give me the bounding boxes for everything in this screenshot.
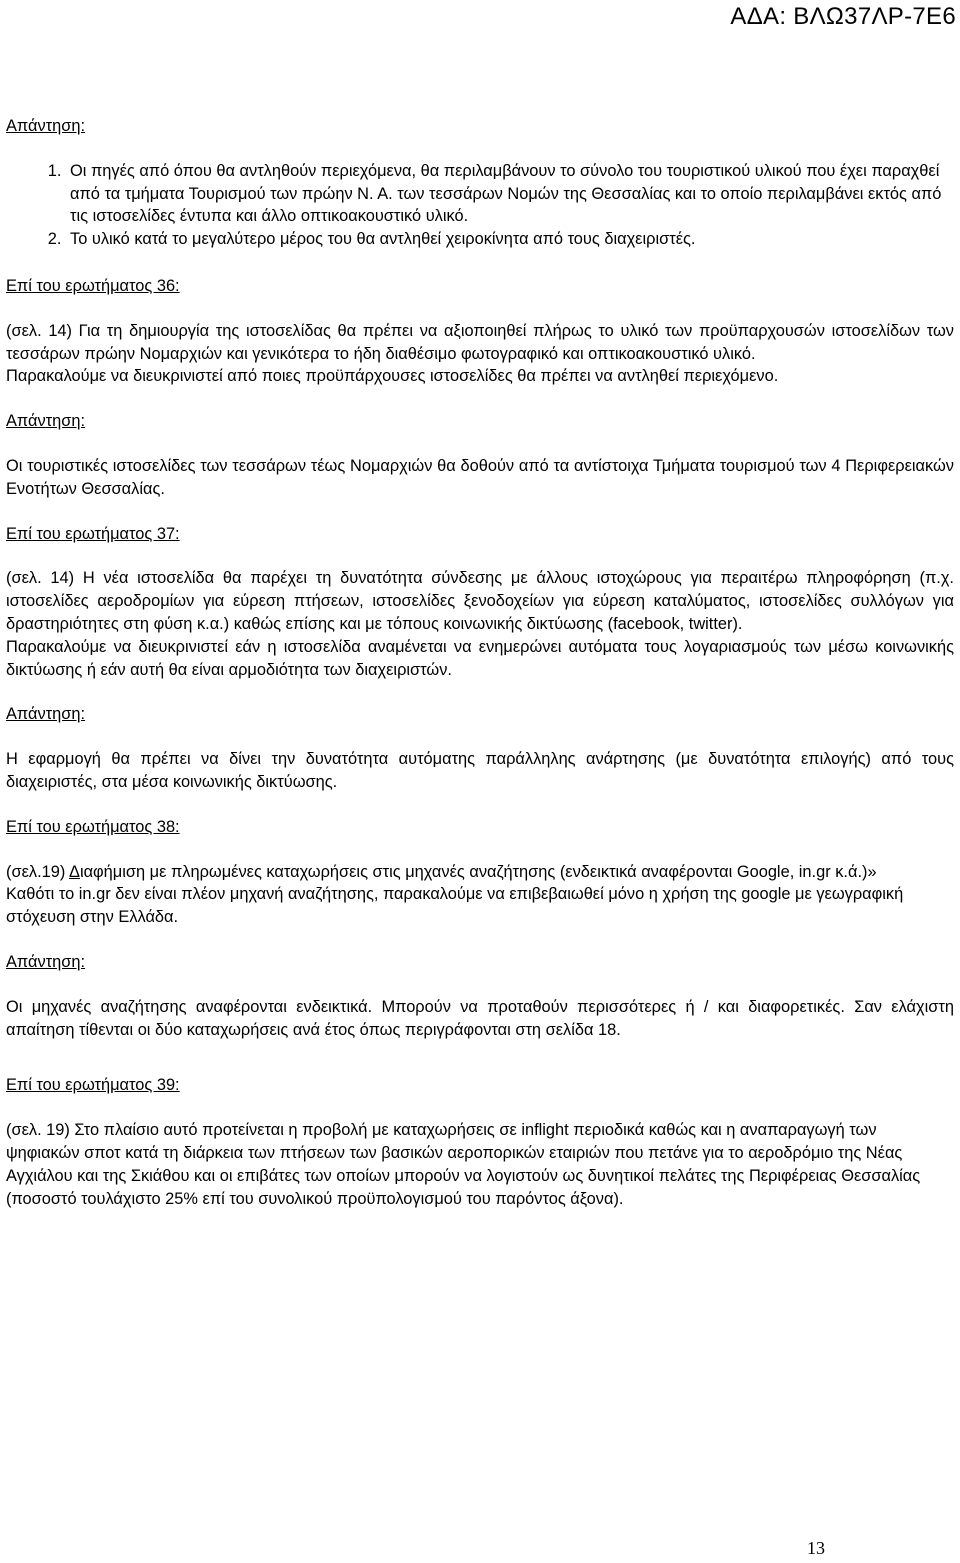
list-item: 2. Το υλικό κατά το μεγαλύτερο μέρος του θα αντληθεί χειροκίνητα από τους διαχειριστές. [66,228,954,251]
clarification-request: Παρακαλούμε να διευκρινιστεί εάν η ιστοσελίδα αναμένεται να ενημερώνει αυτόματα τους λογαριασμούς των μέσω κοινωνικής δικτύωσης ή εάν αυτή θα είναι αρμοδιότητα των διαχειριστών. [6,637,954,679]
answer-text: Οι μηχανές αναζήτησης αναφέρονται ενδεικτικά. Μπορούν να προταθούν περισσότερες ή / και διαφορετικές. Σαν ελάχιστη απαίτηση τίθενται οι δύο καταχωρήσεις ανά έτος όπως περιγράφονται στη σελίδα 18. [6,997,954,1039]
answer-list [6,160,954,251]
question-text: (σελ. 19) Στο πλαίσιο αυτό προτείνεται η προβολή με καταχωρήσεις σε inflight περιοδικά καθώς και η αναπαραγωγή των ψηφιακών σποτ κατά τη διάρκεια των πτήσεων των βασικών αεροπορικών εταιριών που πετάνε για το αεροδρόμιο της Νέας Αγχιάλου και της Σκιάθου και οι επιβάτες των οποίων μπορούν να λογιστούν ως δυνητικοί πελάτες της Περιφέρειας Θεσσαλίας (ποσοστό τουλάχιστο 25% επί του συνολικού προϋπολογισμού του παρόντος άξονα). [6,1121,921,1208]
answer-label: Απάντηση: [6,705,86,724]
question-text: (σελ. 14) Η νέα ιστοσελίδα θα παρέχει τη δυνατότητα σύνδεσης με άλλους ιστοχώρους για περαιτέρω πληροφόρηση (π.χ. ιστοσελίδες αεροδρομίων για εύρεση πτήσεων, ιστοσελίδες ξενοδοχείων για εύρεση καταλύματος, ιστοσελίδες συλλόγων για δραστηριότητες στη φύση κ.α.) καθώς επίσης και με τόπους κοινωνικής δικτύωσης (facebook, twitter). [6,569,954,633]
ada-code: ΑΔΑ: ΒΛΩ37ΛΡ-7Ε6 [730,3,956,30]
question-heading: Επί του ερωτήματος 36: [6,276,180,295]
clarification-request: Παρακαλούμε να διευκρινιστεί από ποιες προϋπάρχουσες ιστοσελίδες θα πρέπει να αντληθεί περιεχόμενο. [6,367,779,386]
underlined-letter: Δ [68,862,80,881]
answer-text: Οι τουριστικές ιστοσελίδες των τεσσάρων τέως Νομαρχιών θα δοθούν από τα αντίστοιχα Τμήματα τουρισμού των 4 Περιφερειακών Ενοτήτων Θεσσαλίας. [6,456,954,498]
answer-label: Απάντηση: [6,117,86,135]
list-item: 1. Οι πηγές από όπου θα αντληθούν περιεχόμενα, θα περιλαμβάνουν το σύνολο του τουριστικού υλικού που έχει παραχθεί από τα τμήματα Τουρισμού των πρώην Ν. Α. των τεσσάρων Νομών της Θεσσαλίας και το οποίο περιλαμβάνει εκτός από τις ιστοσελίδες έντυπα και άλλο οπτικοακουστικό υλικό. [66,160,954,228]
answer-label: Απάντηση: [6,952,86,971]
document-body [6,115,954,1210]
answer-label: Απάντηση: [6,412,86,431]
question-prefix: (σελ.19) [6,862,69,881]
question-heading: Επί του ερωτήματος 38: [6,817,180,836]
question-heading: Επί του ερωτήματος 39: [6,1076,180,1095]
page-number: 13 [807,1538,825,1558]
question-rest: ιαφήμιση με πληρωμένες καταχωρήσεις στις μηχανές αναζήτησης (ενδεικτικά αναφέρονται Google, in.gr κ.ά.)» [79,862,877,881]
question-text [6,861,954,884]
question-heading: Επί του ερωτήματος 37: [6,524,180,543]
question-text: (σελ. 14) Για τη δημιουργία της ιστοσελίδας θα πρέπει να αξιοποιηθεί πλήρως το υλικό των προϋπαρχουσών ιστοσελίδων των τεσσάρων πρώην Νομαρχιών και γενικότερα το ήδη διαθέσιμο φωτογραφικό και οπτικοακουστικό υλικό. [6,321,954,363]
answer-text: Η εφαρμογή θα πρέπει να δίνει την δυνατότητα αυτόματης παράλληλης ανάρτησης (με δυνατότητα επιλογής) από τους διαχειριστές, στα μέσα κοινωνικής δικτύωσης. [6,750,954,791]
clarification-request: Καθότι το in.gr δεν είναι πλέον μηχανή αναζήτησης, παρακαλούμε να επιβεβαιωθεί μόνο η χρήση της google με γεωγραφική στόχευση στην Ελλάδα. [6,885,904,927]
